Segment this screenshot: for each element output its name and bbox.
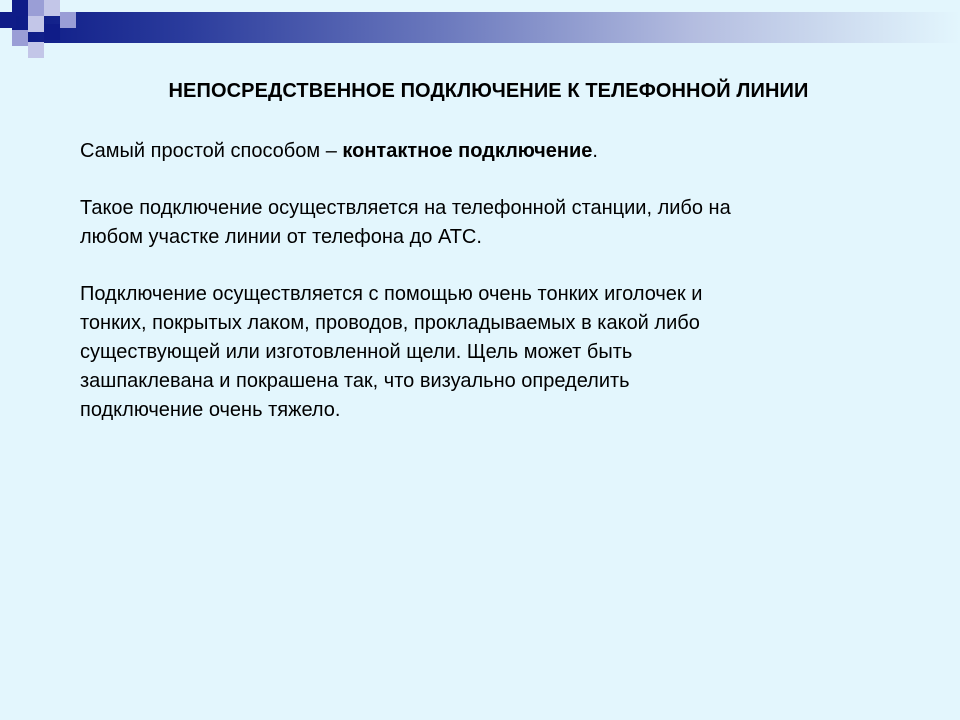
decor-square [28, 42, 44, 58]
paragraph-intro-emphasis: контактное подключение [342, 140, 593, 162]
paragraph-method [80, 280, 880, 425]
decor-square [0, 12, 16, 28]
paragraph-location-line: любом участке линии от телефона до АТС. [80, 226, 482, 248]
decor-square [12, 30, 28, 46]
paragraph-method-line: подключение очень тяжело. [80, 399, 341, 421]
decor-square [28, 0, 44, 16]
paragraph-method-line: зашпаклевана и покрашена так, что визуально определить [80, 370, 630, 392]
decor-square [28, 16, 44, 32]
paragraph-location-line: Такое подключение осуществляется на телефонной станции, либо на [80, 197, 731, 219]
slide-title: НЕПОСРЕДСТВЕННОЕ ПОДКЛЮЧЕНИЕ К ТЕЛЕФОННОЙ ЛИНИИ [168, 80, 809, 102]
paragraph-method-line: существующей или изготовленной щели. Щель может быть [80, 341, 633, 363]
decor-square [44, 24, 60, 40]
paragraph-intro [80, 137, 880, 166]
paragraph-intro-prefix: Самый простой способом – [80, 140, 343, 162]
paragraph-intro-suffix: . [592, 140, 598, 162]
header-gradient-bar [12, 12, 960, 43]
paragraph-method-line: тонких, покрытых лаком, проводов, прокладываемых в какой либо [80, 312, 700, 334]
paragraph-method-line: Подключение осуществляется с помощью очень тонких иголочек и [80, 283, 703, 305]
paragraph-location [80, 194, 880, 252]
decor-square [60, 12, 76, 28]
decor-square [44, 0, 60, 16]
